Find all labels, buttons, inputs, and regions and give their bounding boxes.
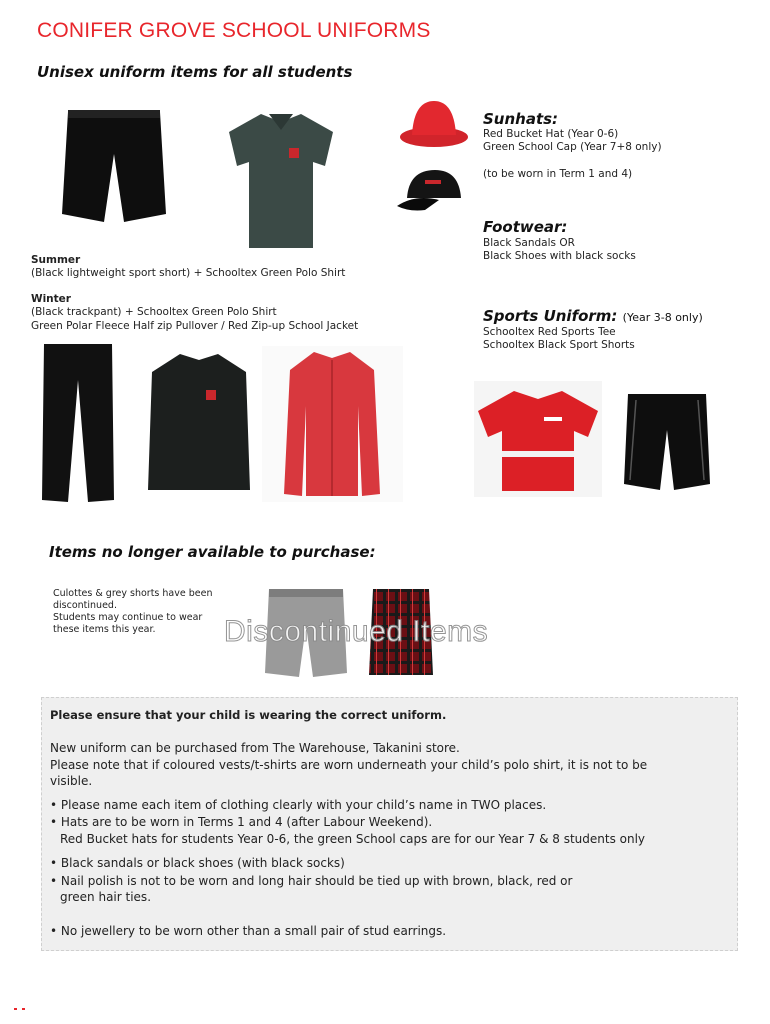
summer-description: (Black lightweight sport short) + Schooltex Green Polo Shirt — [31, 267, 346, 279]
summer-label: Summer — [31, 254, 81, 266]
page-title: CONIFER GROVE SCHOOL UNIFORMS — [37, 19, 431, 42]
footwear-heading: Footwear: — [483, 218, 568, 236]
winter-label: Winter — [31, 293, 71, 305]
discontinued-watermark: Discontinued Items — [224, 615, 489, 648]
notice-headline: Please ensure that your child is wearing the correct uniform. — [50, 708, 447, 722]
black-sport-shorts-sports-image — [622, 390, 712, 494]
discontinued-note — [53, 588, 212, 636]
green-fleece-pullover-image — [146, 350, 252, 496]
discontinued-line-1: Culottes & grey shorts have been — [53, 588, 213, 599]
black-trackpant-image — [38, 340, 118, 506]
footer-mark — [14, 1008, 28, 1010]
sports-line-1: Schooltex Red Sports Tee — [483, 326, 616, 338]
discontinued-line-4: these items this year. — [53, 624, 156, 635]
sunhats-note: (to be worn in Term 1 and 4) — [483, 168, 633, 180]
notice-bullet-nails: • Nail polish is not to be worn and long hair should be tied up with brown, black, red or — [50, 874, 573, 888]
red-bucket-hat-image — [398, 97, 470, 149]
red-school-jacket-image — [262, 346, 403, 502]
sports-line-2: Schooltex Black Sport Shorts — [483, 339, 635, 351]
notice-bullet-name: • Please name each item of clothing clearly with your child’s name in TWO places. — [50, 798, 547, 812]
notice-bullet-nails-detail: green hair ties. — [60, 890, 152, 904]
sports-heading-text: Sports Uniform: — [483, 307, 618, 325]
discontinued-heading: Items no longer available to purchase: — [49, 543, 376, 561]
sunhats-heading: Sunhats: — [483, 110, 559, 128]
sports-qualifier: (Year 3-8 only) — [622, 311, 703, 324]
black-sport-shorts-image — [58, 104, 170, 232]
green-school-cap-image — [395, 164, 469, 214]
footwear-line-1: Black Sandals OR — [483, 237, 575, 249]
discontinued-line-2: discontinued. — [53, 600, 117, 611]
notice-vests-line-1: Please note that if coloured vests/t-shirts are worn underneath your child’s polo shirt, it is not to be — [50, 758, 648, 772]
sports-uniform-heading — [483, 307, 703, 325]
winter-line-2: Green Polar Fleece Half zip Pullover / Red Zip-up School Jacket — [31, 320, 359, 332]
footwear-line-2: Black Shoes with black socks — [483, 250, 636, 262]
notice-vests-line-2: visible. — [50, 774, 93, 788]
notice-bullet-jewellery: • No jewellery to be worn other than a small pair of stud earrings. — [50, 924, 447, 938]
unisex-heading: Unisex uniform items for all students — [37, 63, 353, 81]
notice-purchase: New uniform can be purchased from The Warehouse, Takanini store. — [50, 741, 460, 755]
jacket-image-frame — [262, 346, 403, 502]
winter-line-1: (Black trackpant) + Schooltex Green Polo Shirt — [31, 306, 277, 318]
notice-bullet-hats-detail: Red Bucket hats for students Year 0-6, the green School caps are for our Year 7 & 8 students only — [60, 832, 646, 846]
sunhats-line-1: Red Bucket Hat (Year 0-6) — [483, 128, 619, 140]
sports-tee-frame — [474, 381, 602, 497]
uniform-notice-box — [41, 697, 738, 951]
notice-bullet-shoes: • Black sandals or black shoes (with black socks) — [50, 856, 345, 870]
green-polo-shirt-image — [225, 108, 337, 252]
red-sports-tee-image — [474, 381, 602, 497]
sunhats-line-2: Green School Cap (Year 7+8 only) — [483, 141, 662, 153]
discontinued-line-3: Students may continue to wear — [53, 612, 203, 623]
notice-bullet-hats: • Hats are to be worn in Terms 1 and 4 (after Labour Weekend). — [50, 815, 433, 829]
